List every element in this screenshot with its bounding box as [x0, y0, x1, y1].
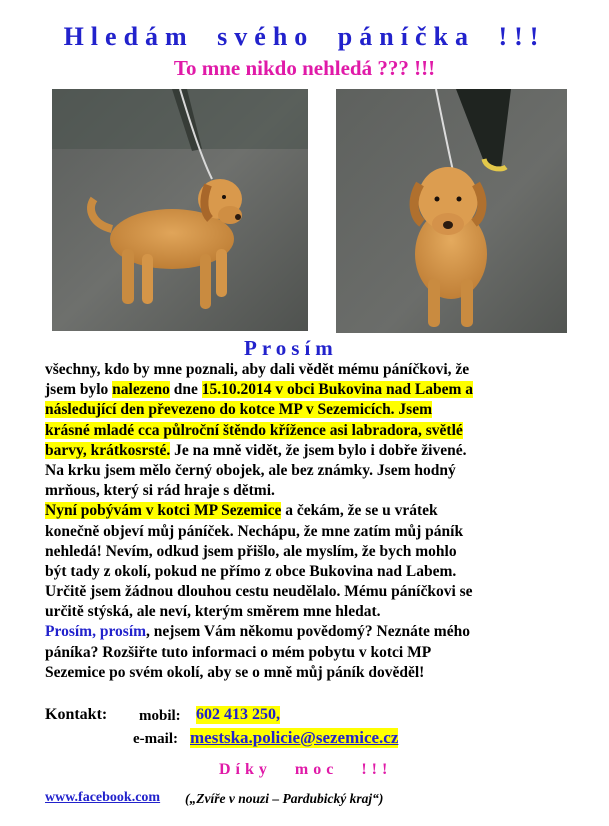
email-label: e-mail: [133, 731, 178, 747]
story-line [45, 643, 565, 663]
story-line [45, 421, 565, 441]
email-link[interactable]: mestska.policie@sezemice.cz [190, 728, 399, 747]
story-segment: Na krku jsem mělo černý obojek, ale bez známky. Jsem hodný [45, 461, 456, 479]
dog-photo-right [336, 89, 567, 333]
story-line [45, 400, 565, 420]
story-segment: krásné mladé cca půlroční štěndo křížence asi labradora, světlé [45, 421, 463, 439]
story-segment: následující den převezeno do kotce MP v Sezemicích. Jsem [45, 401, 433, 419]
page-title: Hledám svého páníčka !!! [63, 22, 546, 51]
story-line [45, 441, 565, 461]
story-segment: 15.10.2014 v obci Bukovina nad Labem a [201, 381, 474, 399]
mobil-label: mobil: [139, 708, 181, 724]
story-line [45, 602, 565, 622]
story-line [45, 542, 565, 562]
story-segment: a čekám, že se u vrátek [281, 502, 438, 520]
story-line [45, 663, 565, 683]
story-line [45, 481, 565, 501]
story-segment: být tady z okolí, pokud ne přímo z obce Bukovina nad Labem. [45, 562, 457, 580]
story-segment: konečně objeví můj páníček. Nechápu, že mne zatím můj páník [45, 522, 464, 540]
story-segment: , nejsem Vám někomu povědomý? Neznáte mého [146, 623, 470, 641]
story-segment: určitě stýská, ale neví, kterým směrem mne hledat. [45, 603, 381, 621]
facebook-note: („Zvíře v nouzi – Pardubický kraj“) [185, 791, 384, 806]
story-segment: Prosím, prosím [45, 623, 147, 641]
story-segment: Určitě jsem žádnou dlouhou cestu neudělalo. Mému páníčkovi se [45, 583, 473, 601]
story-segment: Je na mně vidět, že jsem bylo i dobře živené. [170, 441, 467, 459]
story-line [45, 582, 565, 602]
story-line [45, 501, 565, 521]
contact-label: Kontakt: [45, 706, 108, 723]
page-subtitle: To mne nikdo nehledá ??? !!! [173, 56, 436, 80]
story-segment: jsem bylo [45, 381, 113, 399]
story-segment: nehledá! Nevím, odkud jsem přišlo, ale myslím, že bych mohlo [45, 542, 457, 560]
story-line [45, 622, 565, 642]
story-segment: nalezeno [112, 381, 170, 399]
story-segment: všechny, kdo by mne poznali, aby dali vědět mému páníčkovi, že [45, 361, 470, 378]
story-line [45, 562, 565, 582]
story-segment: dne [169, 381, 202, 399]
story-line [45, 360, 565, 380]
story-line [45, 522, 565, 542]
story-segment: Sezemice po svém okolí, aby se o mně můj páník dověděl! [45, 663, 425, 681]
story-segment: páníka? Rozšiřte tuto informaci o mém pobytu v kotci MP [45, 643, 432, 661]
facebook-link[interactable]: www.facebook.com [45, 790, 161, 805]
story-segment: Nyní pobývám v kotci MP Sezemice [45, 502, 282, 520]
thanks-text: Díky moc !!! [219, 761, 393, 778]
mobil-number[interactable]: 602 413 250, [196, 706, 280, 723]
story-segment: barvy, krátkosrsté. [45, 441, 171, 459]
dog-photo-left [52, 89, 308, 331]
story-line [45, 461, 565, 481]
story-line [45, 380, 565, 400]
story-text [45, 360, 565, 683]
story-segment: mrňous, který si rád hraje s dětmi. [45, 482, 275, 500]
plea-heading: Prosím [244, 336, 338, 360]
